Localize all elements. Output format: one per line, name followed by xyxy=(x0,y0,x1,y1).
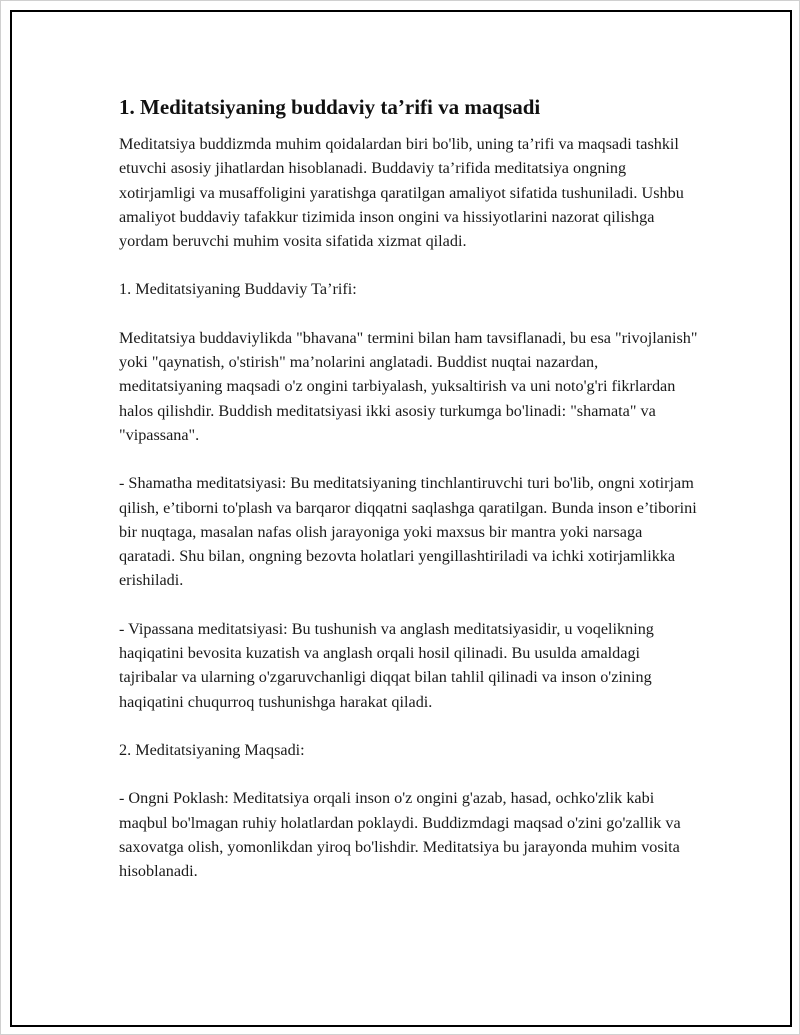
paragraph-bhavana: Meditatsiya buddaviylikda "bhavana" termini bilan ham tavsiflanadi, bu esa "rivojlanish" yoki "qaynatish, o'stirish" ma’nolarini anglatadi. Buddist nuqtai nazardan, meditatsiyaning maqsadi o'z ongini tarbiyalash, yuksaltirish va uni noto'g'ri fikrlardan halos qilishdir. Buddish meditatsiyasi ikki asosiy turkumga bo'linadi: "shamata" va "vipassana". xyxy=(119,328,698,444)
subheading-purpose: 2. Meditatsiyaning Maqsadi: xyxy=(119,740,305,759)
paragraph-purification: - Ongni Poklash: Meditatsiya orqali inson o'z ongini g'azab, hasad, ochko'zlik kabi maqbul bo'lmagan ruhiy holatlardan poklaydi. Buddizmdagi maqsad o'zini go'zallik va saxovatga olish, yomonlikdan yiroq bo'lishdir. Meditatsiya bu jarayonda muhim vosita hisoblanadi. xyxy=(119,789,681,881)
paragraph-shamatha: - Shamatha meditatsiyasi: Bu meditatsiyaning tinchlantiruvchi turi bo'lib, ongni xotirjam qilish, e’tiborni to'plash va barqaror diqqatni saqlashga qaratilgan. Bunda inson e’tiborini bir nuqtaga, masalan nafas olish jarayoniga yoki maxsus bir mantra yoki narsaga qaratadi. Shu bilan, ongning bezovta holatlari yengillashtiriladi va ichki xotirjamlikka erishiladi. xyxy=(119,474,697,590)
subheading-definition: 1. Meditatsiyaning Buddaviy Ta’rifi: xyxy=(119,280,357,299)
section-heading: 1. Meditatsiyaning buddaviy ta’rifi va maqsadi xyxy=(119,95,541,119)
paragraph-intro: Meditatsiya buddizmda muhim qoidalardan biri bo'lib, uning ta’rifi va maqsadi tashkil etuvchi asosiy jihatlardan hisoblanadi. Buddaviy ta’rifida meditatsiya ongning xotirjamligi va musaffoligini yaratishga qaratilgan amaliyot sifatida tushuniladi. Ushbu amaliyot buddaviy tafakkur tizimida inson ongini va hissiyotlarini nazorat qilishga yordam beruvchi muhim vosita sifatida xizmat qiladi. xyxy=(119,135,684,251)
document-body xyxy=(119,93,699,907)
paragraph-vipassana: - Vipassana meditatsiyasi: Bu tushunish va anglash meditatsiyasidir, u voqelikning haqiqatini bevosita kuzatish va anglash orqali hosil qilinadi. Bu usulda amaldagi tajribalar va ularning o'zgaruvchanligi diqqat bilan tahlil qilinadi va inson o'zining haqiqatini chuqurroq tushunishga harakat qiladi. xyxy=(119,619,654,711)
